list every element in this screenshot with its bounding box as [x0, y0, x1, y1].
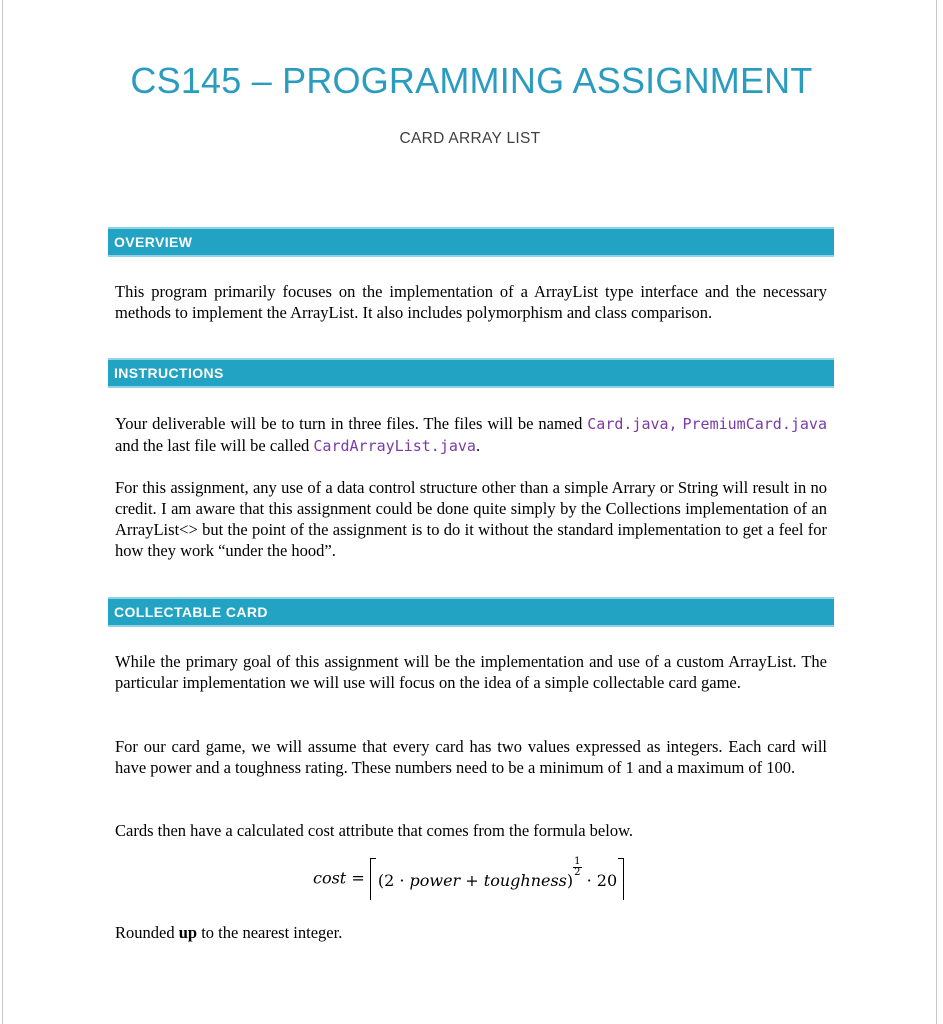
section-heading: COLLECTABLE CARD	[114, 604, 268, 620]
instructions-text: and the last file will be called	[115, 436, 314, 455]
ceiling-brackets: (2 · power + toughness) $\frac{1}{2}$ · 20	[370, 858, 624, 900]
collectable-paragraph-1: While the primary goal of this assignment will be the implementation and use of a custom ArrayList. The particular implementation we will use will focus on the idea of a simple collectable card game.	[115, 652, 827, 692]
page-edge-right	[936, 0, 937, 1024]
page-edge-left	[2, 0, 3, 1024]
instructions-paragraph-1	[115, 413, 827, 457]
section-header-instructions	[108, 358, 834, 388]
instructions-text: .	[475, 436, 481, 455]
section-header-collectable-card	[108, 597, 834, 627]
cost-formula	[313, 858, 624, 904]
overview-paragraph: This program primarily focuses on the implementation of a ArrayList type interface and the necessary methods to implement the ArrayList. It also includes polymorphism and class comparison.	[115, 282, 827, 322]
formula-toughness: toughness	[483, 871, 567, 890]
page-subtitle: CARD ARRAY LIST	[399, 130, 541, 147]
filename-card: Card.java,	[587, 415, 678, 433]
section-header-overview	[108, 227, 834, 257]
section-heading: OVERVIEW	[114, 234, 193, 250]
formula-exponent: $\frac{1}{2}$	[574, 856, 581, 878]
filename-premium-card: PremiumCard.java	[682, 415, 827, 433]
section-heading: INSTRUCTIONS	[114, 365, 224, 381]
formula-power: power	[409, 871, 461, 890]
formula-equals: =	[351, 868, 365, 888]
instructions-paragraph-2: For this assignment, any use of a data control structure other than a simple Arrary or String will result in no credit. I am aware that this assignment could be done quite simply by the Collections implementation of an ArrayList<> but the point of the assignment is to do it without the standard implementation to get a feel for how they work “under the hood”.	[115, 478, 827, 560]
instructions-text: Your deliverable will be to turn in three files. The files will be named	[115, 414, 588, 433]
formula-lhs: cost	[313, 868, 347, 888]
filename-card-array-list: CardArrayList.java	[313, 437, 476, 455]
emphasis-up: up	[178, 923, 198, 942]
collectable-paragraph-3: Cards then have a calculated cost attribute that comes from the formula below.	[115, 821, 634, 840]
collectable-paragraph-4: Rounded up to the nearest integer.	[115, 923, 343, 942]
page-title: CS145 – PROGRAMMING ASSIGNMENT	[130, 60, 813, 101]
collectable-paragraph-2: For our card game, we will assume that every card has two values expressed as integers. Each card will have power and a toughness rating. These numbers need to be a minimum of 1 and a maximum of 100.	[115, 737, 827, 777]
